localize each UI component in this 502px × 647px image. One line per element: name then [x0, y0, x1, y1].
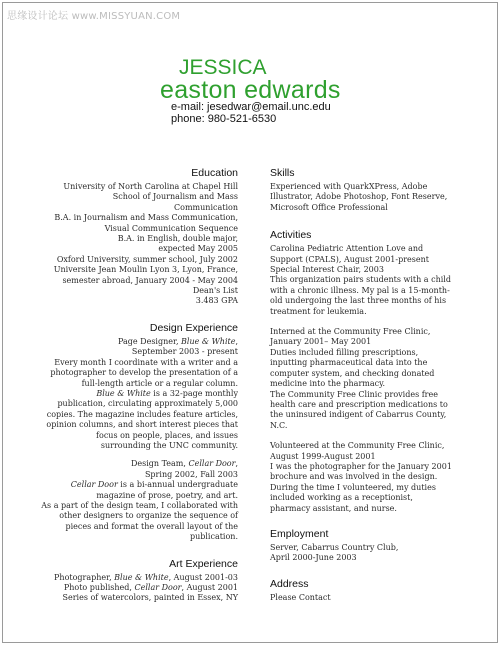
job-desc-line: Cellar Door is a bi-annual undergraduate [70, 480, 238, 490]
spacer [270, 431, 470, 441]
spacer [37, 307, 238, 322]
education-line: Visual Communication Sequence [104, 223, 238, 233]
education-heading: Education [191, 167, 238, 179]
activity-line: health care and prescription medications to [270, 399, 448, 409]
skills-line: Microsoft Office Professional [270, 202, 388, 212]
spacer [270, 564, 470, 578]
phone-line: phone: 980-521-6530 [171, 113, 277, 125]
publication-name: Blue & White [96, 388, 151, 398]
activity-line: included working as a receptionist, [270, 493, 413, 503]
publication-name: Blue & White [181, 336, 236, 346]
education-line: University of North Carolina at Chapel Hill [63, 182, 238, 191]
skills-heading: Skills [270, 167, 295, 179]
left-column [37, 167, 238, 604]
art-experience-heading: Art Experience [169, 557, 238, 570]
first-name: JESSICA [179, 56, 267, 79]
job-desc-line: surrounding the UNC community. [100, 440, 238, 450]
activity-line: I was the photographer for the January 2001 [270, 461, 452, 471]
address-line: Please Contact [270, 592, 331, 602]
address-heading: Address [270, 577, 309, 590]
job-title-line: Page Designer, Blue & White, [117, 336, 238, 346]
education-line: B.A. in English, double major, [117, 234, 238, 244]
email-line: e-mail: jesedwar@email.unc.edu [171, 101, 331, 113]
activity-line: January 2001– May 2001 [270, 337, 372, 347]
activity-line: Volunteered at the Community Free Clinic, [270, 441, 445, 451]
job-desc-line: opinion columns, and short interest pieces that [46, 420, 238, 430]
activity-line: Interned at the Community Free Clinic, [270, 327, 431, 337]
employment-heading: Employment [270, 527, 329, 540]
activity-line: computer system, and checking donated [270, 368, 435, 378]
publication-name: Cellar Door [70, 480, 118, 490]
job-desc-line: magazine of prose, poetry, and art. [96, 490, 238, 500]
employment-line: Server, Cabarrus Country Club, [270, 542, 399, 552]
spacer [37, 543, 238, 558]
job-desc-line: pieces and format the overall layout of the [65, 521, 238, 531]
activity-line: August 1999-August 2001 [270, 451, 376, 461]
job-dates: September 2003 - present [131, 347, 238, 357]
resume-page [2, 2, 498, 643]
education-line: Dean's List [192, 286, 238, 296]
activity-line: treatment for leukemia. [270, 306, 367, 316]
watermark-text: 思缘设计论坛 www.MISSYUAN.COM [7, 11, 181, 22]
job-title-line: Design Team, Cellar Door, [130, 459, 238, 469]
activity-line: with a chronic illness. My pal is a 15-month- [270, 285, 450, 295]
publication-name: Cellar Door [188, 459, 236, 469]
skills-line: Illustrator, Adobe Photoshop, Font Reserve, [270, 192, 448, 202]
job-desc-line: publication. [189, 532, 238, 542]
job-desc-line: publication, circulating approximately 5,000 [57, 399, 238, 409]
activities-heading: Activities [270, 229, 312, 242]
address-section [270, 578, 470, 603]
education-line: expected May 2005 [158, 244, 238, 254]
right-column [270, 167, 470, 603]
job-desc-line: focus on people, places, and issues [96, 430, 238, 440]
employment-section [270, 528, 470, 564]
design-experience-heading: Design Experience [149, 321, 238, 334]
publication-name: Cellar Door [134, 583, 182, 592]
skills-line: Experienced with QuarkXPress, Adobe [270, 182, 428, 191]
activity-line: N.C. [270, 420, 288, 430]
spacer [37, 451, 238, 459]
activity-line: During the time I volunteered, my duties [270, 482, 436, 492]
education-section [37, 167, 238, 307]
activity-line: old undergoing the last three months of his [270, 296, 447, 306]
education-line: Universite Jean Moulin Lyon 3, Lyon, France, [53, 265, 238, 275]
job-dates: Spring 2002, Fall 2003 [144, 469, 238, 479]
job-desc-line: Blue & White is a 32-page monthly [96, 388, 238, 398]
publication-name: Blue & White [114, 572, 169, 582]
job-desc-line: other designers to organize the sequence of [59, 511, 238, 521]
activity-line: inputting pharmaceutical data into the [270, 358, 428, 368]
activities-section [270, 229, 470, 514]
activity-line: This organization pairs students with a child [270, 275, 451, 285]
education-line: B.A. in Journalism and Mass Communication, [54, 213, 238, 223]
activity-line: pharmacy assistant, and nurse. [270, 503, 397, 513]
education-line: 3.483 GPA [195, 296, 238, 306]
job-desc-line: copies. The magazine includes feature articles, [46, 409, 238, 419]
activity-line: Special Interest Chair, 2003 [270, 265, 384, 275]
education-line: semester abroad, January 2004 - May 2004 [62, 275, 238, 285]
art-line: Photo published, Cellar Door, August 2001 [63, 583, 238, 592]
activity-line: Support (CPALS), August 2001-present [270, 254, 429, 264]
job-desc-line: Every month I coordinate with a writer and a [54, 357, 238, 367]
education-line: Oxford University, summer school, July 2002 [56, 254, 238, 264]
job-desc-line: As a part of the design team, I collaborated with [41, 500, 238, 510]
spacer [270, 514, 470, 528]
education-line: Communication [174, 202, 238, 212]
spacer [270, 317, 470, 327]
education-line: School of Journalism and Mass [112, 192, 238, 202]
design-experience-section [37, 322, 238, 543]
activity-line: the uninsured indigent of Cabarrus County, [270, 410, 447, 420]
job-desc-line: full-length article or a regular column. [81, 378, 238, 388]
spacer [270, 213, 470, 229]
employment-line: April 2000-June 2003 [270, 553, 357, 563]
activity-line: brochure and was involved in the design. [270, 472, 438, 482]
activity-line: Duties included filling prescriptions, [270, 347, 419, 357]
activity-line: medicine into the pharmacy. [270, 379, 386, 389]
activity-line: Carolina Pediatric Attention Love and [270, 244, 424, 254]
job-desc-line: photographer to develop the presentation of a [50, 368, 238, 378]
activity-line: The Community Free Clinic provides free [270, 389, 438, 399]
art-experience-section [37, 558, 238, 604]
art-line: Photographer, Blue & White, August 2001-03 [54, 572, 238, 582]
art-line: Series of watercolors, painted in Essex, NY [62, 593, 238, 603]
skills-section [270, 167, 470, 213]
last-name: easton edwards [160, 76, 341, 104]
